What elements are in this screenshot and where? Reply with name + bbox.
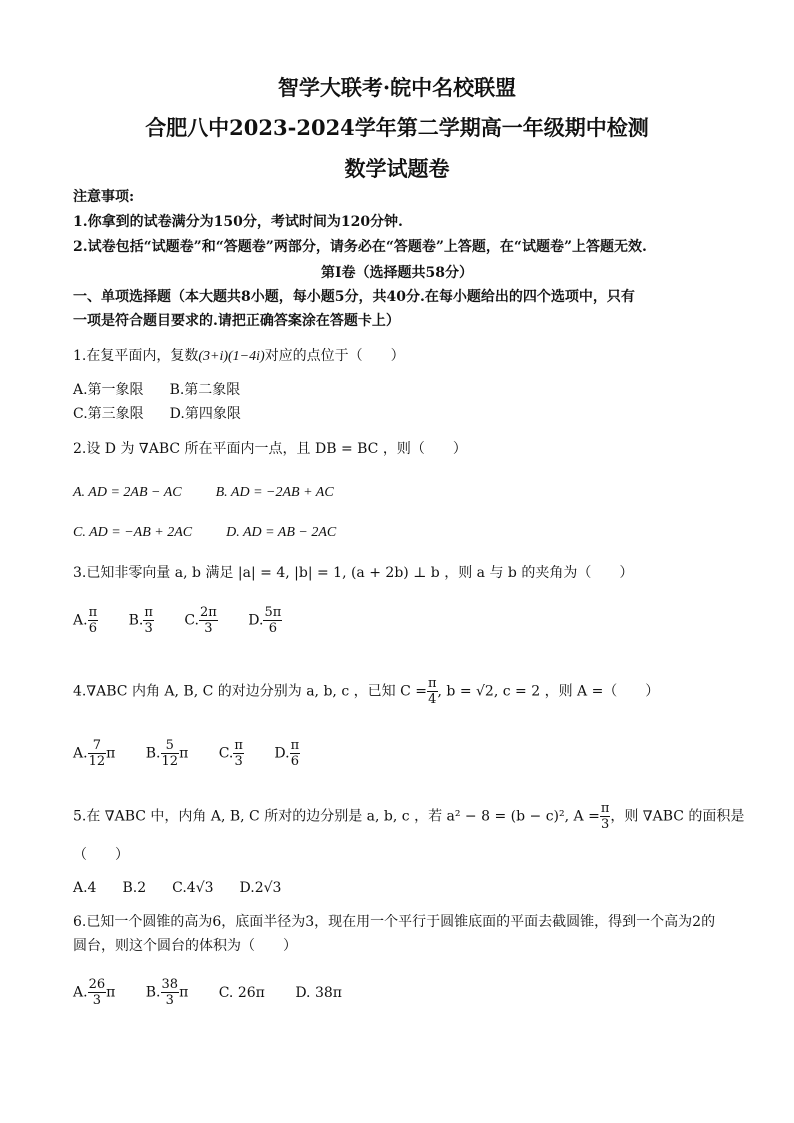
q6-option-a-pi: π: [106, 984, 116, 1001]
q4-option-a: [73, 738, 115, 769]
q6-option-c: C. 26π: [218, 984, 265, 1001]
q6-option-a-denominator: 3: [92, 993, 101, 1008]
question-6-options: [73, 977, 368, 1008]
q4-option-c: [219, 738, 244, 769]
q5-stem-start: 5.在 ∇ABC 中，内角 A, B, C 所对的边分别是 a, b, c ，若 a² − 8 = (b − c)², A =: [73, 808, 600, 825]
question-1-options-row2: [73, 404, 267, 424]
question-4-stem: [73, 676, 659, 707]
question-1-stem: [73, 346, 405, 367]
q6-option-b-label: B.: [145, 984, 161, 1001]
q6-option-d: D. 38π: [295, 984, 342, 1001]
q4-option-d: [274, 738, 300, 769]
q3-option-c: [184, 605, 218, 636]
question-6-stem-line1: 6.已知一个圆锥的高为6，底面半径为3，现在用一个平行于圆锥底面的平面去截圆锥，得到一个高为2的: [73, 914, 716, 930]
q4-option-a-denominator: 12: [88, 754, 106, 769]
q6-option-b-pi: π: [179, 984, 189, 1001]
q4-option-c-denominator: 3: [234, 754, 243, 769]
q6-option-b-denominator: 3: [165, 993, 174, 1008]
q6-option-a-numerator: 26: [88, 977, 106, 992]
q3-option-b-numerator: π: [144, 605, 153, 620]
q4-option-d-numerator: π: [290, 738, 300, 753]
q5-option-b: B.2: [122, 880, 147, 896]
exam-title-alliance: 智学大联考·皖中名校联盟: [277, 75, 517, 100]
question-5-options: [73, 878, 307, 898]
q5-stem-end: ，则 ∇ABC 的面积是: [610, 808, 745, 825]
q4-stem-start: 4.∇ABC 内角 A, B, C 的对边分别为 a, b, c ，已知 C =: [73, 683, 427, 700]
q4-c-numerator: π: [427, 676, 437, 691]
q4-option-c-numerator: π: [234, 738, 243, 753]
q3-option-d: [248, 605, 282, 636]
note-item-1: 1.你拿到的试卷满分为150分，考试时间为120分钟.: [73, 214, 403, 230]
q1-option-d: D.第四象限: [169, 406, 241, 422]
question-4-options: [73, 738, 326, 769]
q3-option-d-label: D.: [248, 612, 264, 629]
q3-option-b-denominator: 3: [144, 621, 153, 636]
q2-option-c: C. AD = −AB + 2AC: [73, 525, 193, 540]
q5-option-c: C.4√3: [172, 880, 214, 896]
q5-option-d: D.2√3: [239, 880, 282, 896]
q3-option-c-numerator: 2π: [199, 605, 217, 620]
q4-option-b-pi: π: [179, 745, 189, 762]
q1-option-a: A.第一象限: [73, 382, 144, 398]
question-5-stem: [73, 801, 744, 832]
question-2-options-row1: [73, 482, 360, 503]
q4-option-b-label: B.: [145, 745, 161, 762]
q3-option-a-label: A.: [73, 612, 88, 629]
q4-option-b-denominator: 12: [161, 754, 179, 769]
q6-option-b: [146, 977, 189, 1008]
q6-option-a-label: A.: [73, 984, 88, 1001]
q3-option-d-numerator: 5π: [264, 605, 282, 620]
q4-stem-end: , b = √2, c = 2 ，则 A =（ ）: [437, 683, 660, 700]
question-2-stem: 2.设 D 为 ∇ABC 所在平面内一点，且 DB = BC ，则（ ）: [73, 441, 467, 457]
q2-option-d: D. AD = AB − 2AC: [226, 525, 337, 540]
q1-stem-start: 1.在复平面内，复数: [73, 348, 199, 364]
exam-title-subject: 数学试题卷: [344, 156, 450, 181]
exam-title-school: 合肥八中2023-2024学年第二学期高一年级期中检测: [145, 115, 649, 140]
q4-c-denominator: 4: [428, 692, 437, 707]
question-6-stem-line2: 圆台，则这个圆台的体积为（ ）: [73, 938, 297, 954]
q4-option-d-denominator: 6: [290, 754, 299, 769]
q3-option-b-label: B.: [128, 612, 144, 629]
q5-a-denominator: 3: [600, 817, 610, 832]
q4-option-a-pi: π: [106, 745, 116, 762]
question-2-options-row2: [73, 522, 362, 543]
q6-option-b-numerator: 38: [161, 977, 179, 992]
q1-option-c: C.第三象限: [73, 406, 144, 422]
note-item-2: 2.试卷包括“试题卷”和“答题卷”两部分，请务必在“答题卷”上答题，在“试题卷”上答题无效.: [73, 239, 647, 255]
q4-option-d-label: D.: [274, 745, 290, 762]
question-3-stem: 3.已知非零向量 a, b 满足 |a| = 4, |b| = 1, (a + 2b) ⊥ b ，则 a 与 b 的夹角为（ ）: [73, 565, 634, 581]
q3-option-a-denominator: 6: [88, 621, 97, 636]
q3-option-c-denominator: 3: [204, 621, 213, 636]
q2-option-a: A. AD = 2AB − AC: [73, 485, 182, 500]
volume-heading: 第I卷（选择题共58分）: [320, 265, 474, 281]
q4-option-b-numerator: 5: [161, 738, 180, 754]
q1-option-b: B.第二象限: [169, 382, 241, 398]
q2-option-b: B. AD = −2AB + AC: [215, 485, 334, 500]
q4-option-b: [146, 738, 189, 769]
question-1-options-row1: [73, 380, 266, 400]
q4-option-a-label: A.: [73, 745, 88, 762]
q4-option-c-label: C.: [218, 745, 234, 762]
question-3-options: [73, 605, 308, 636]
q4-option-a-numerator: 7: [88, 738, 107, 754]
q3-option-a: [73, 605, 98, 636]
q3-option-d-denominator: 6: [268, 621, 277, 636]
q3-option-c-label: C.: [184, 612, 199, 629]
q5-option-a: A.4: [73, 880, 97, 896]
q5-a-numerator: π: [600, 801, 610, 816]
notes-heading: 注意事项:: [73, 189, 135, 205]
q3-option-a-numerator: π: [88, 605, 98, 620]
question-5-answer-paren: （ ）: [73, 847, 129, 863]
q1-complex-expression: (3+i)(1−4i): [198, 349, 265, 364]
q6-option-a: [73, 977, 115, 1008]
q3-option-b: [129, 605, 154, 636]
part1-instructions-line1: 一、单项选择题（本大题共8小题，每小题5分，共40分.在每小题给出的四个选项中，只有: [73, 289, 635, 305]
q1-stem-end: 对应的点位于（ ）: [264, 348, 405, 364]
part1-instructions-line2: 一项是符合题目要求的.请把正确答案涂在答题卡上）: [73, 313, 400, 329]
